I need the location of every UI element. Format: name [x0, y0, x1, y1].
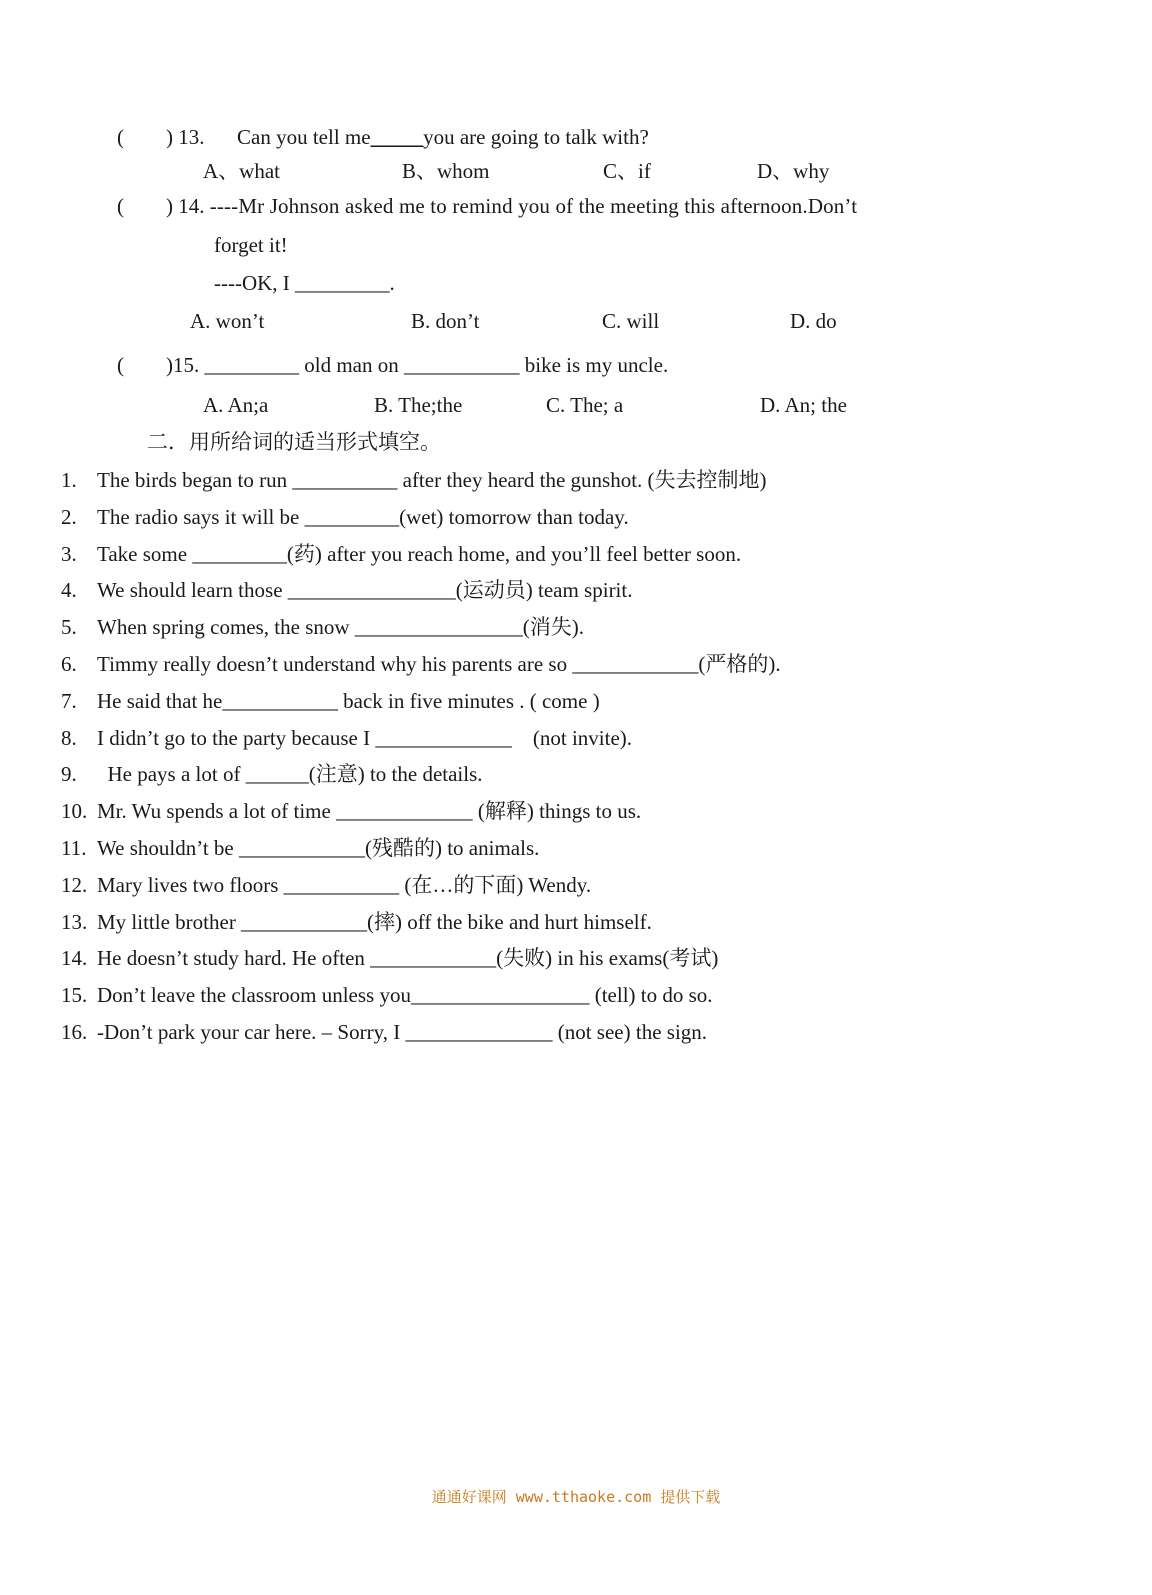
mc-stem-14-line1: ----Mr Johnson asked me to remind you of the meeting this afternoon.Don’t	[209, 194, 858, 218]
fill-item-number: 9.	[61, 762, 77, 786]
mc-stem-13-b: you are going to talk with?	[423, 125, 649, 149]
fill-item-text: Don’t leave the classroom unless you_________________ (tell) to do so.	[97, 983, 713, 1007]
fill-item-number: 7.	[61, 689, 77, 713]
fill-item-text: He said that he___________ back in five minutes . ( come )	[97, 689, 600, 713]
fill-item-text: When spring comes, the snow ________________(消失).	[97, 615, 585, 639]
fill-item-text: He doesn’t study hard. He often ____________(失败) in his exams(考试)	[97, 946, 719, 970]
mc-option-14-b: B. don’t	[411, 309, 480, 333]
mc-stem-13-a: Can you tell me	[237, 125, 371, 149]
fill-item-text: Mr. Wu spends a lot of time _____________ (解释) things to us.	[97, 799, 642, 823]
fill-item-text: My little brother ____________(摔) off the bike and hurt himself.	[97, 910, 652, 934]
mc-option-15-a: A. An;a	[203, 393, 269, 417]
mc-question-15	[117, 351, 668, 379]
fill-item-text: -Don’t park your car here. – Sorry, I ______________ (not see) the sign.	[97, 1020, 708, 1044]
mc-option-15-d: D. An; the	[760, 393, 847, 417]
mc-option-14-a: A. won’t	[190, 309, 265, 333]
fill-item-number: 5.	[61, 615, 77, 639]
fill-item-number: 4.	[61, 578, 77, 602]
mc-question-14	[117, 192, 857, 220]
fill-item-number: 3.	[61, 542, 77, 566]
fill-item-text: He pays a lot of ______(注意) to the details.	[97, 762, 483, 786]
fill-item-number: 1.	[61, 468, 77, 492]
mc-option-15-c: C. The; a	[546, 393, 624, 417]
mc-option-15-b: B. The;the	[374, 393, 463, 417]
mc-option-14-c: C. will	[602, 309, 660, 333]
footer-watermark: 通通好课网 www.tthaoke.com 提供下载	[431, 1488, 721, 1506]
section-2-title: 二．用所给词的适当形式填空。	[147, 430, 441, 454]
fill-item-text: The radio says it will be _________(wet) tomorrow than today.	[97, 505, 629, 529]
mc-stem-13-blank: _____	[370, 125, 424, 149]
mc-paren-13: ( ) 13.	[117, 125, 205, 149]
fill-item-text: Mary lives two floors ___________ (在…的下面) Wendy.	[97, 873, 592, 897]
fill-item-text: We shouldn’t be ____________(残酷的) to animals.	[97, 836, 540, 860]
fill-item-number: 6.	[61, 652, 77, 676]
fill-item-number: 2.	[61, 505, 77, 529]
fill-item-number: 16.	[61, 1020, 88, 1044]
fill-item-text: We should learn those ________________(运动员) team spirit.	[97, 578, 633, 602]
mc-question-13	[117, 123, 649, 151]
mc-stem-15: _________ old man on ___________ bike is my uncle.	[204, 353, 669, 377]
fill-item-number: 15.	[61, 983, 88, 1007]
mc-paren-15: ( )15.	[117, 353, 200, 377]
mc-option-14-d: D. do	[790, 309, 837, 333]
fill-item-number: 11.	[61, 836, 87, 860]
fill-item-text: Timmy really doesn’t understand why his parents are so ____________(严格的).	[97, 652, 781, 676]
mc-stem-14-line2: forget it!	[214, 233, 288, 257]
mc-option-13-c: C、if	[603, 159, 651, 183]
mc-stem-14-line3: ----OK, I _________.	[214, 271, 395, 295]
fill-item-number: 12.	[61, 873, 88, 897]
mc-option-13-a: A、what	[203, 159, 280, 183]
fill-item-number: 10.	[61, 799, 88, 823]
fill-item-text: I didn’t go to the party because I _____________ (not invite).	[97, 726, 633, 750]
mc-option-13-b: B、whom	[402, 159, 490, 183]
mc-option-13-d: D、why	[757, 159, 830, 183]
fill-item-text: The birds began to run __________ after they heard the gunshot. (失去控制地)	[97, 468, 767, 492]
fill-item-number: 14.	[61, 946, 88, 970]
fill-item-number: 8.	[61, 726, 77, 750]
mc-paren-14: ( ) 14.	[117, 194, 205, 218]
fill-item-text: Take some _________(药) after you reach home, and you’ll feel better soon.	[97, 542, 742, 566]
fill-item-number: 13.	[61, 910, 88, 934]
